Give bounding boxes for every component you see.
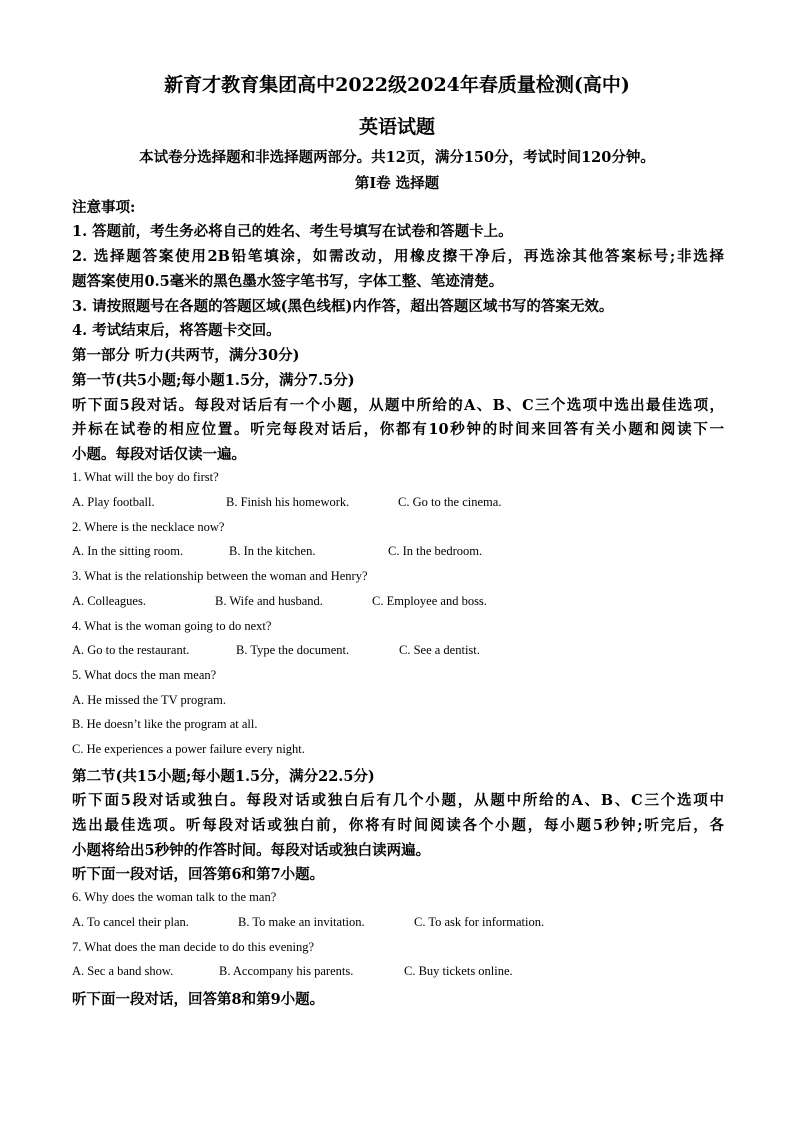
section1-instruction: 并标在试卷的相应位置。听完每段对话后，你都有10秒钟的时间来回答有关小题和阅读下一	[72, 421, 724, 438]
notice-item: 4. 考试结束后，将答题卡交回。	[72, 322, 281, 339]
notice-item: 2. 选择题答案使用2B铅笔填涂，如需改动，用橡皮擦干净后，再选涂其他答案标号;非选择	[72, 248, 724, 265]
option-a: A. Play football.	[72, 495, 155, 509]
notice-item: 1. 答题前，考生务必将自己的姓名、考生号填写在试卷和答题卡上。	[72, 223, 513, 240]
section2-instruction: 听下面5段对话或独白。每段对话或独白后有几个小题，从题中所给的A、B、C三个选项中	[72, 792, 724, 809]
option-b: B. Finish his homework.	[226, 495, 350, 509]
option-c: C. Employee and boss.	[372, 594, 487, 608]
question-stem: 3. What is the relationship between the woman and Henry?	[72, 569, 368, 583]
option-b: B. To make an invitation.	[238, 915, 365, 929]
dialog-intro: 听下面一段对话，回答第6和第7小题。	[72, 866, 325, 883]
question-stem: 6. Why does the woman talk to the man?	[72, 890, 277, 904]
main-title: 新育才教育集团高中2022级2024年春质量检测(高中)	[164, 74, 630, 96]
dialog-intro: 听下面一段对话，回答第8和第9小题。	[72, 991, 325, 1008]
paper-info: 本试卷分选择题和非选择题两部分。共12页，满分150分，考试时间120分钟。	[139, 149, 655, 166]
option-b: B. Accompany his parents.	[219, 964, 354, 978]
option-b: B. He doesn’t like the program at all.	[72, 717, 258, 731]
option-a: A. He missed the TV program.	[72, 693, 227, 707]
section1-instruction: 听下面5段对话。每段对话后有一个小题，从题中所给的A、B、C三个选项中选出最佳选项，	[72, 397, 724, 414]
option-b: B. In the kitchen.	[229, 544, 316, 558]
question-stem: 2. Where is the necklace now?	[72, 520, 225, 534]
option-b: B. Type the document.	[236, 643, 350, 657]
question-stem: 1. What will the boy do first?	[72, 470, 219, 484]
section1-heading: 第一节(共5小题;每小题1.5分，满分7.5分)	[72, 372, 355, 389]
volume-title: 第Ⅰ卷 选择题	[354, 175, 440, 192]
part1-heading: 第一部分 听力(共两节，满分30分)	[72, 347, 300, 364]
option-a: A. Colleagues.	[72, 594, 146, 608]
option-c: C. To ask for information.	[414, 915, 545, 929]
option-a: A. Sec a band show.	[72, 964, 174, 978]
option-c: C. In the bedroom.	[388, 544, 483, 558]
option-b: B. Wife and husband.	[215, 594, 323, 608]
subject-title: 英语试题	[358, 116, 435, 138]
notice-heading: 注意事项:	[72, 199, 136, 216]
notice-item: 3. 请按照题号在各题的答题区域(黑色线框)内作答，超出答题区域书写的答案无效。	[72, 298, 614, 315]
option-c: C. Buy tickets online.	[404, 964, 513, 978]
option-c: C. Go to the cinema.	[398, 495, 502, 509]
option-c: C. See a dentist.	[399, 643, 480, 657]
section2-instruction: 选出最佳选项。听每段对话或独白前，你将有时间阅读各个小题，每小题5秒钟;听完后，各	[72, 817, 724, 834]
question-stem: 7. What does the man decide to do this evening?	[72, 940, 315, 954]
option-a: A. In the sitting room.	[72, 544, 184, 558]
section1-instruction: 小题。每段对话仅读一遍。	[72, 446, 246, 463]
section2-heading: 第二节(共15小题;每小题1.5分，满分22.5分)	[72, 768, 375, 785]
notice-item: 题答案使用0.5毫米的黑色墨水签字笔书写，字体工整、笔迹清楚。	[72, 273, 504, 290]
option-a: A. Go to the restaurant.	[72, 643, 190, 657]
option-c: C. He experiences a power failure every night.	[72, 742, 305, 756]
question-stem: 4. What is the woman going to do next?	[72, 619, 272, 633]
section2-instruction: 小题将给出5秒钟的作答时间。每段对话或独白读两遍。	[72, 842, 431, 859]
question-stem: 5. What docs the man mean?	[72, 668, 217, 682]
option-a: A. To cancel their plan.	[72, 915, 189, 929]
